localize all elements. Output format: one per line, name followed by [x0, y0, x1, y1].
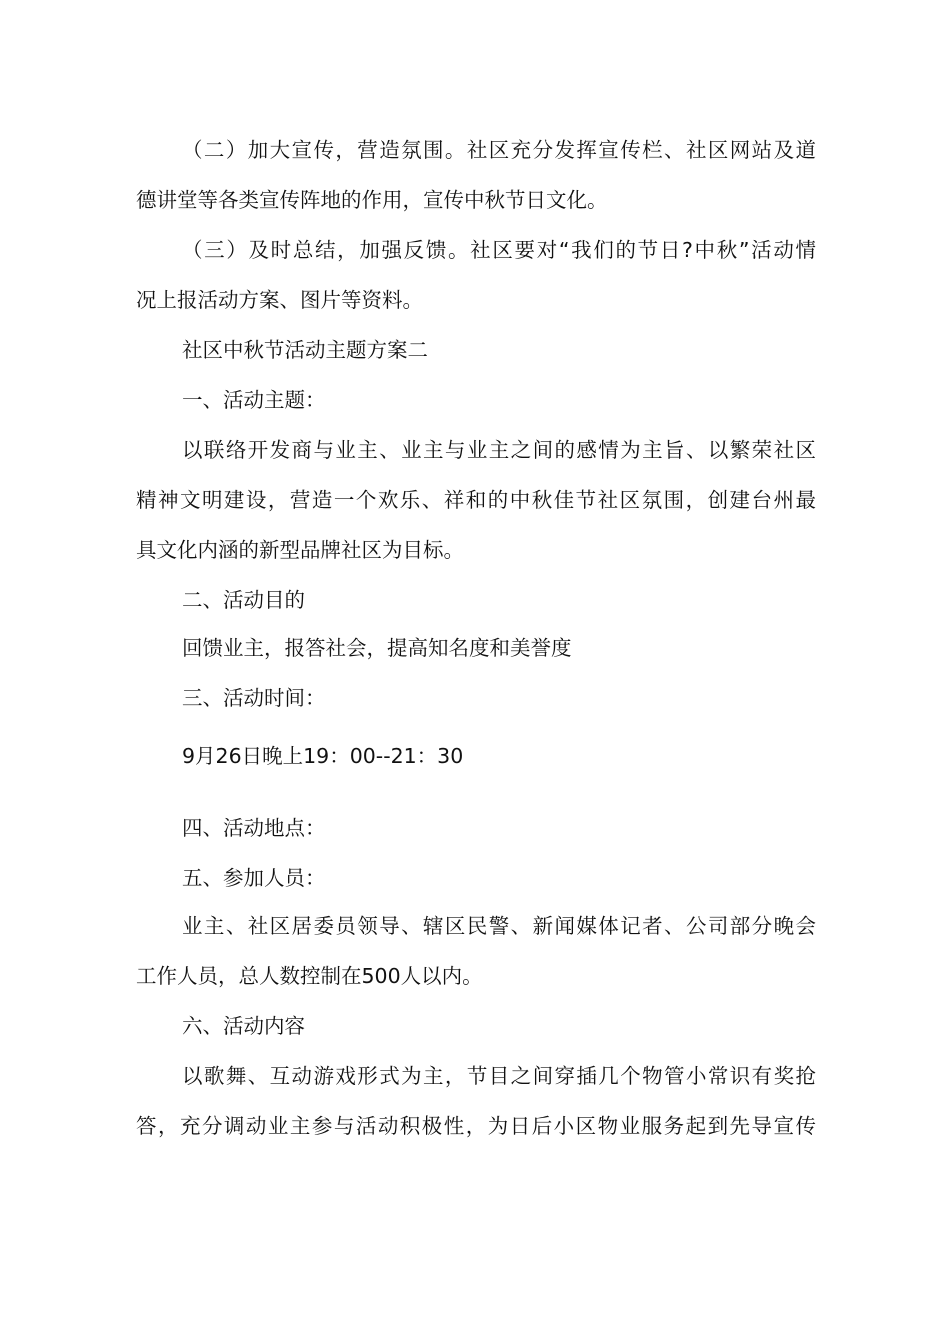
paragraph-line: 况上报活动方案、图片等资料。	[136, 288, 423, 312]
section-heading: 二、活动目的	[182, 588, 305, 612]
paragraph-line: （二）加大宣传，营造氛围。社区充分发挥宣传栏、社区网站及道	[182, 138, 816, 162]
section-title: 社区中秋节活动主题方案二	[182, 338, 428, 362]
section-heading: 一、活动主题：	[182, 388, 326, 412]
section-heading: 六、活动内容	[182, 1014, 305, 1038]
paragraph-line: 具文化内涵的新型品牌社区为目标。	[136, 538, 464, 562]
paragraph-line: 业主、社区居委员领导、辖区民警、新闻媒体记者、公司部分晚会	[182, 914, 816, 938]
paragraph-line: 9月26日晚上19：00--21：30	[182, 744, 464, 768]
paragraph-line: 以联络开发商与业主、业主与业主之间的感情为主旨、以繁荣社区	[182, 438, 816, 462]
paragraph-line: 精神文明建设，营造一个欢乐、祥和的中秋佳节社区氛围，创建台州最	[136, 488, 816, 512]
section-heading: 四、活动地点：	[182, 816, 326, 840]
paragraph-line: （三）及时总结，加强反馈。社区要对“我们的节日?中秋”活动情	[182, 238, 816, 262]
section-heading: 三、活动时间：	[182, 686, 326, 710]
paragraph-line: 回馈业主，报答社会，提高知名度和美誉度	[182, 636, 572, 660]
paragraph-line: 德讲堂等各类宣传阵地的作用，宣传中秋节日文化。	[136, 188, 608, 212]
section-heading: 五、参加人员：	[182, 866, 326, 890]
paragraph-line: 答，充分调动业主参与活动积极性，为日后小区物业服务起到先导宣传	[136, 1114, 816, 1138]
paragraph-line: 工作人员，总人数控制在500人以内。	[136, 964, 483, 988]
paragraph-line: 以歌舞、互动游戏形式为主，节目之间穿插几个物管小常识有奖抢	[182, 1064, 816, 1088]
